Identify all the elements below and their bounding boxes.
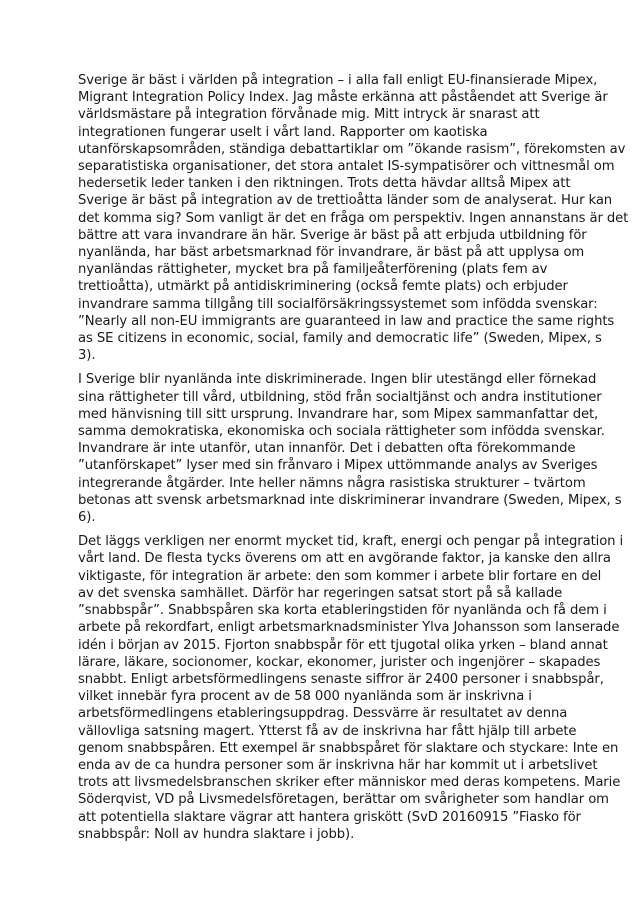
text-line: invandrare samma tillgång till socialförsäkringssystemet som infödda svenskar: — [78, 296, 598, 312]
text-line: Sverige är bäst på integration av de trettioåtta länder som de analyserat. Hur kan — [78, 193, 613, 209]
text-line: arbete på rekordfart, enligt arbetsmarknadsminister Ylva Johansson som lanserade — [78, 620, 620, 636]
text-line: hedersetik leder tanken i den riktningen. Trots detta hävdar alltså Mipex att — [78, 176, 571, 192]
text-line: snabbspår: Noll av hundra slaktare i jobb). — [78, 826, 355, 842]
paragraph — [78, 72, 629, 364]
text-line: att potentiella slaktare vägrar att hantera griskött (SvD 20160915 ”Fiasko för — [78, 809, 581, 825]
text-line: Det läggs verkligen ner enormt mycket tid, kraft, energi och pengar på integration i — [78, 534, 624, 550]
text-line: genom snabbspåren. Ett exempel är snabbspåret för slaktare och styckare: Inte en — [78, 740, 619, 756]
text-line: Söderqvist, VD på Livsmedelsföretagen, berättar om svårigheter som handlar om — [78, 792, 609, 808]
text-line: nyanländas rättigheter, mycket bra på familjeåterförening (plats fem av — [78, 262, 548, 278]
text-line: betonas att svensk arbetsmarknad inte diskriminerar invandrare (Sweden, Mipex, s — [78, 492, 622, 508]
text-line: 3). — [78, 348, 96, 364]
text-line: världsmästare på integration förvånade mig. Mitt intryck är snarast att — [78, 107, 540, 123]
text-line: separatistiska organisationer, det stora antalet IS-sympatisörer och vittnesmål om — [78, 159, 615, 175]
paragraph — [78, 533, 624, 843]
text-line: ”snabbspår”. Snabbspåren ska korta etableringstiden för nyanlända och få dem i — [78, 603, 607, 619]
text-line: bättre att vara invandrare än här. Sverige är bäst på att erbjuda utbildning för — [78, 227, 587, 243]
text-line: av det svenska samhället. Därför har regeringen satsat stort på så kallade — [78, 585, 563, 601]
text-line: lärare, läkare, socionomer, kockar, ekonomer, jurister och ingenjörer – skapades — [78, 654, 601, 670]
text-line: ”utanförskapet” lyser med sin frånvaro i Mipex uttömmande analys av Sveriges — [78, 458, 598, 474]
text-line: ”Nearly all non-EU immigrants are guaranteed in law and practice the same rights — [78, 313, 615, 329]
text-line: trots att livsmedelsbranschen skriker efter människor med deras kompetens. Marie — [78, 775, 621, 791]
text-line: det komma sig? Som vanligt är det en fråga om perspektiv. Ingen annanstans är det — [78, 210, 629, 226]
text-line: samma demokratiska, ekonomiska och sociala rättigheter som infödda svenskar. — [78, 424, 605, 440]
text-line: vårt land. De flesta tycks överens om att en avgörande faktor, ja kanske den allra — [78, 551, 611, 567]
text-line: Sverige är bäst i världen på integration – i alla fall enligt EU-finansierade Mipex, — [78, 73, 598, 88]
text-line: 6). — [78, 510, 96, 526]
text-line: sina rättigheter till vård, utbildning, stöd från socialtjänst och andra institutioner — [78, 389, 602, 405]
text-line: vällovliga satsning magert. Ytterst få av de inskrivna har fått hjälp till arbete — [78, 723, 577, 739]
text-line: nyanlända, har bäst arbetsmarknad för invandrare, är bäst på att upplysa om — [78, 245, 585, 261]
text-line: integrerande åtgärder. Inte heller nämns några rasistiska strukturer – tvärtom — [78, 475, 586, 491]
text-line: utanförskapsområden, ständiga debattartiklar om ”ökande rasism”, förekomsten av — [78, 141, 626, 157]
text-line: I Sverige blir nyanlända inte diskriminerade. Ingen blir utestängd eller förnekad — [78, 372, 597, 388]
text-line: Invandrare är inte utanför, utan innanför. Det i debatten ofta förekommande — [78, 441, 576, 457]
text-line: vilket innebär fyra procent av de 58 000 nyanlända som är inskrivna i — [78, 689, 532, 705]
text-line: Migrant Integration Policy Index. Jag måste erkänna att påståendet att Sverige är — [78, 90, 608, 106]
text-line: viktigaste, för integration är arbete: den som kommer i arbete blir fortare en del — [78, 568, 602, 584]
paragraph — [78, 371, 622, 526]
text-line: as SE citizens in economic, social, family and democratic life” (Sweden, Mipex, s — [78, 331, 602, 347]
text-line: integrationen fungerar uselt i vårt land. Rapporter om kaotiska — [78, 124, 488, 140]
text-line: med hänvisning till sitt ursprung. Invandrare har, som Mipex sammanfattar det, — [78, 406, 599, 422]
document-body — [78, 72, 629, 850]
text-line: trettioåtta), utmärkt på antidiskriminering (också femte plats) och erbjuder — [78, 279, 568, 295]
text-line: idén i början av 2015. Fjorton snabbspår för ett tjugotal olika yrken – bland annat — [78, 637, 608, 653]
text-line: enda av de ca hundra personer som är inskrivna här har kommit ut i arbetslivet — [78, 757, 598, 773]
text-line: snabbt. Enligt arbetsförmedlingens senaste siffror är 2400 personer i snabbspår, — [78, 671, 604, 687]
text-line: arbetsförmedlingens etableringsuppdrag. Dessvärre är resultatet av denna — [78, 706, 568, 722]
